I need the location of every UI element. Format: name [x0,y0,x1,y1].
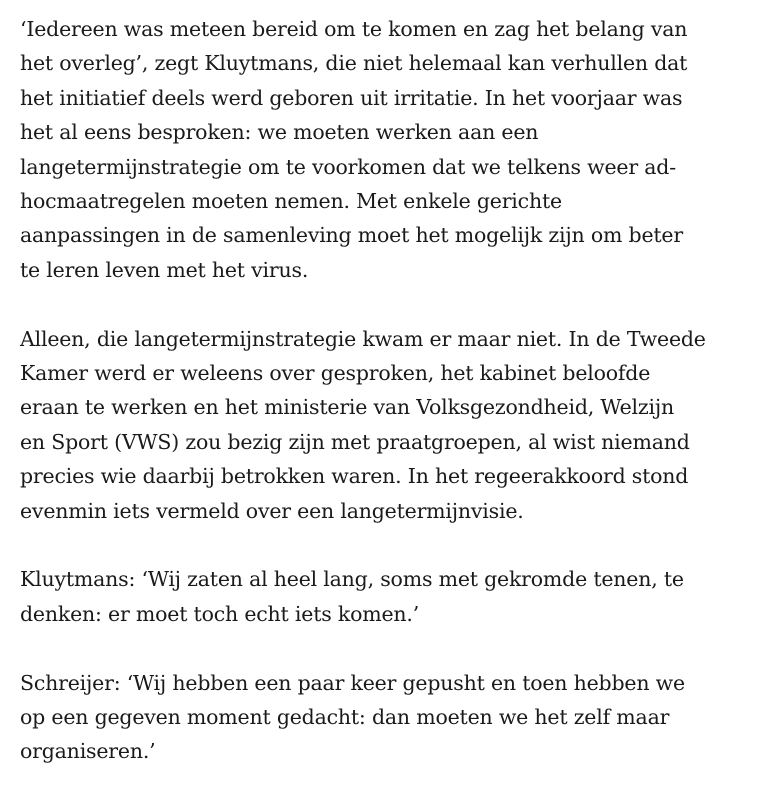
text-line: langetermijnstrategie om te voorkomen dat we telkens weer ad- [20,154,676,179]
text-line: te leren leven met het virus. [20,257,309,282]
text-line: Alleen, die langetermijnstrategie kwam er maar niet. In de Tweede [20,326,706,351]
text-line: Kamer werd er weleens over gesproken, het kabinet beloofde [20,361,651,386]
paragraph-2 [20,322,760,528]
text-line: precies wie daarbij betrokken waren. In het regeerakkoord stond [20,464,689,489]
text-line: aanpassingen in de samenleving moet het mogelijk zijn om beter [20,223,683,248]
article-body [20,12,760,803]
text-line: het overleg’, zegt Kluytmans, die niet helemaal kan verhullen dat [20,51,688,76]
text-line: Schreijer: ‘Wij hebben een paar keer gepusht en toen hebben we [20,670,685,695]
text-line: organiseren.’ [20,739,156,764]
text-line: op een gegeven moment gedacht: dan moeten we het zelf maar [20,705,670,730]
text-line: Kluytmans: ‘Wij zaten al heel lang, soms met gekromde tenen, te [20,567,684,592]
text-line: denken: er moet toch echt iets komen.’ [20,601,420,626]
text-line: eraan te werken en het ministerie van Volksgezondheid, Welzijn [20,395,674,420]
text-line: en Sport (VWS) zou bezig zijn met praatgroepen, al wist niemand [20,429,690,454]
text-line: ‘Iedereen was meteen bereid om te komen en zag het belang van [20,17,688,41]
paragraph-4 [20,666,760,769]
paragraph-3 [20,562,760,631]
text-line: hocmaatregelen moeten nemen. Met enkele gerichte [20,189,562,214]
text-line: het initiatief deels werd geboren uit irritatie. In het voorjaar was [20,85,683,110]
text-line: het al eens besproken: we moeten werken aan een [20,120,539,145]
text-line: evenmin iets vermeld over een langetermijnvisie. [20,498,524,523]
paragraph-1 [20,12,760,287]
